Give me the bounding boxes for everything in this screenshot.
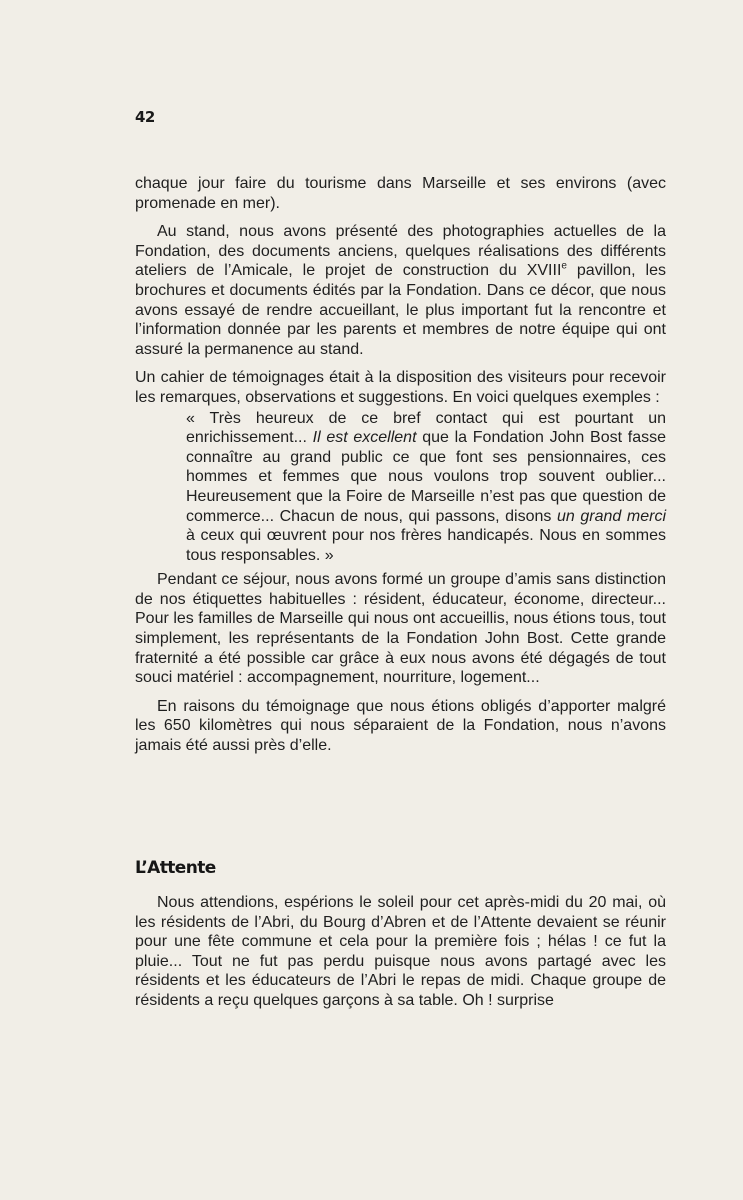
quote-emphasis-1: Il est excellent bbox=[312, 429, 417, 447]
section-body-2 bbox=[135, 893, 666, 1011]
page-number: 42 bbox=[135, 108, 155, 126]
paragraph-2-text-a: Au stand, nous avons présenté des photographies actuelles de la Fondation, des documents anciens, quelques réalisations des différents ateliers de l’Amicale, le projet de construction du XVIII bbox=[135, 223, 666, 280]
paragraph-4: Pendant ce séjour, nous avons formé un groupe d’amis sans distinction de nos étiquettes habituelles : résident, éducateur, économe, directeur... Pour les familles de Marseille qui nous ont accueillis, nous étions tous, tout simplement, les représentants de la Fondation John Bost. Cette grande fraternité a été possible car grâce à eux nous avons été dégagés de tout souci matériel : accompagnement, nourriture, logement... bbox=[135, 571, 666, 687]
paragraph-2 bbox=[135, 222, 666, 359]
paragraph-5: En raisons du témoignage que nous étions obligés d’apporter malgré les 650 kilomètres qui nous séparaient de la Fondation, nous n’avons jamais été aussi près d’elle. bbox=[135, 697, 666, 755]
section-body-1 bbox=[135, 174, 666, 756]
paragraph-1: chaque jour faire du tourisme dans Marseille et ses environs (avec promenade en mer). bbox=[135, 175, 666, 212]
testimony-quote bbox=[186, 409, 666, 566]
quote-text-a: « Très heureux de ce bref contact qui est pourtant un enrichissement... bbox=[186, 409, 666, 447]
quote-text-b: que la Fondation John Bost fasse connaître au grand public ce que font ses pensionnaires, ces hommes et femmes que nous voulons trop souvent oublier... Heureusement que la Foire de Marseille n’est pas que question de commerce... Chacun de nous, qui passons, disons bbox=[186, 429, 666, 525]
section-heading: L’Attente bbox=[135, 858, 216, 878]
roman-superscript: e bbox=[561, 261, 567, 273]
quote-text-c: à ceux qui œuvrent pour nos frères handicapés. Nous en sommes tous responsables. » bbox=[186, 527, 666, 564]
paragraph-2-text-b: pavillon, les brochures et documents édités par la Fondation. Dans ce décor, que nous avons essayé de rendre accueillant, le plus important fut la rencontre et l’information donnée par les parents et membres de notre équipe qui ont assuré la permanence au stand. bbox=[135, 262, 666, 358]
quote-emphasis-2: un grand merci bbox=[556, 507, 667, 525]
paragraph-3: Un cahier de témoignages était à la disposition des visiteurs pour recevoir les remarques, observations et suggestions. En voici quelques exemples : bbox=[135, 369, 666, 406]
paragraph-6: Nous attendions, espérions le soleil pour cet après-midi du 20 mai, où les résidents de l’Abri, du Bourg d’Abren et de l’Attente devaient se réunir pour une fête commune et cela pour la première fois ; hélas ! ce fut la pluie... Tout ne fut pas perdu puisque nous avons partagé avec les résidents et les éducateurs de l’Abri le repas de midi. Chaque groupe de résidents a reçu quelques garçons à sa table. Oh ! surprise bbox=[135, 894, 666, 1009]
